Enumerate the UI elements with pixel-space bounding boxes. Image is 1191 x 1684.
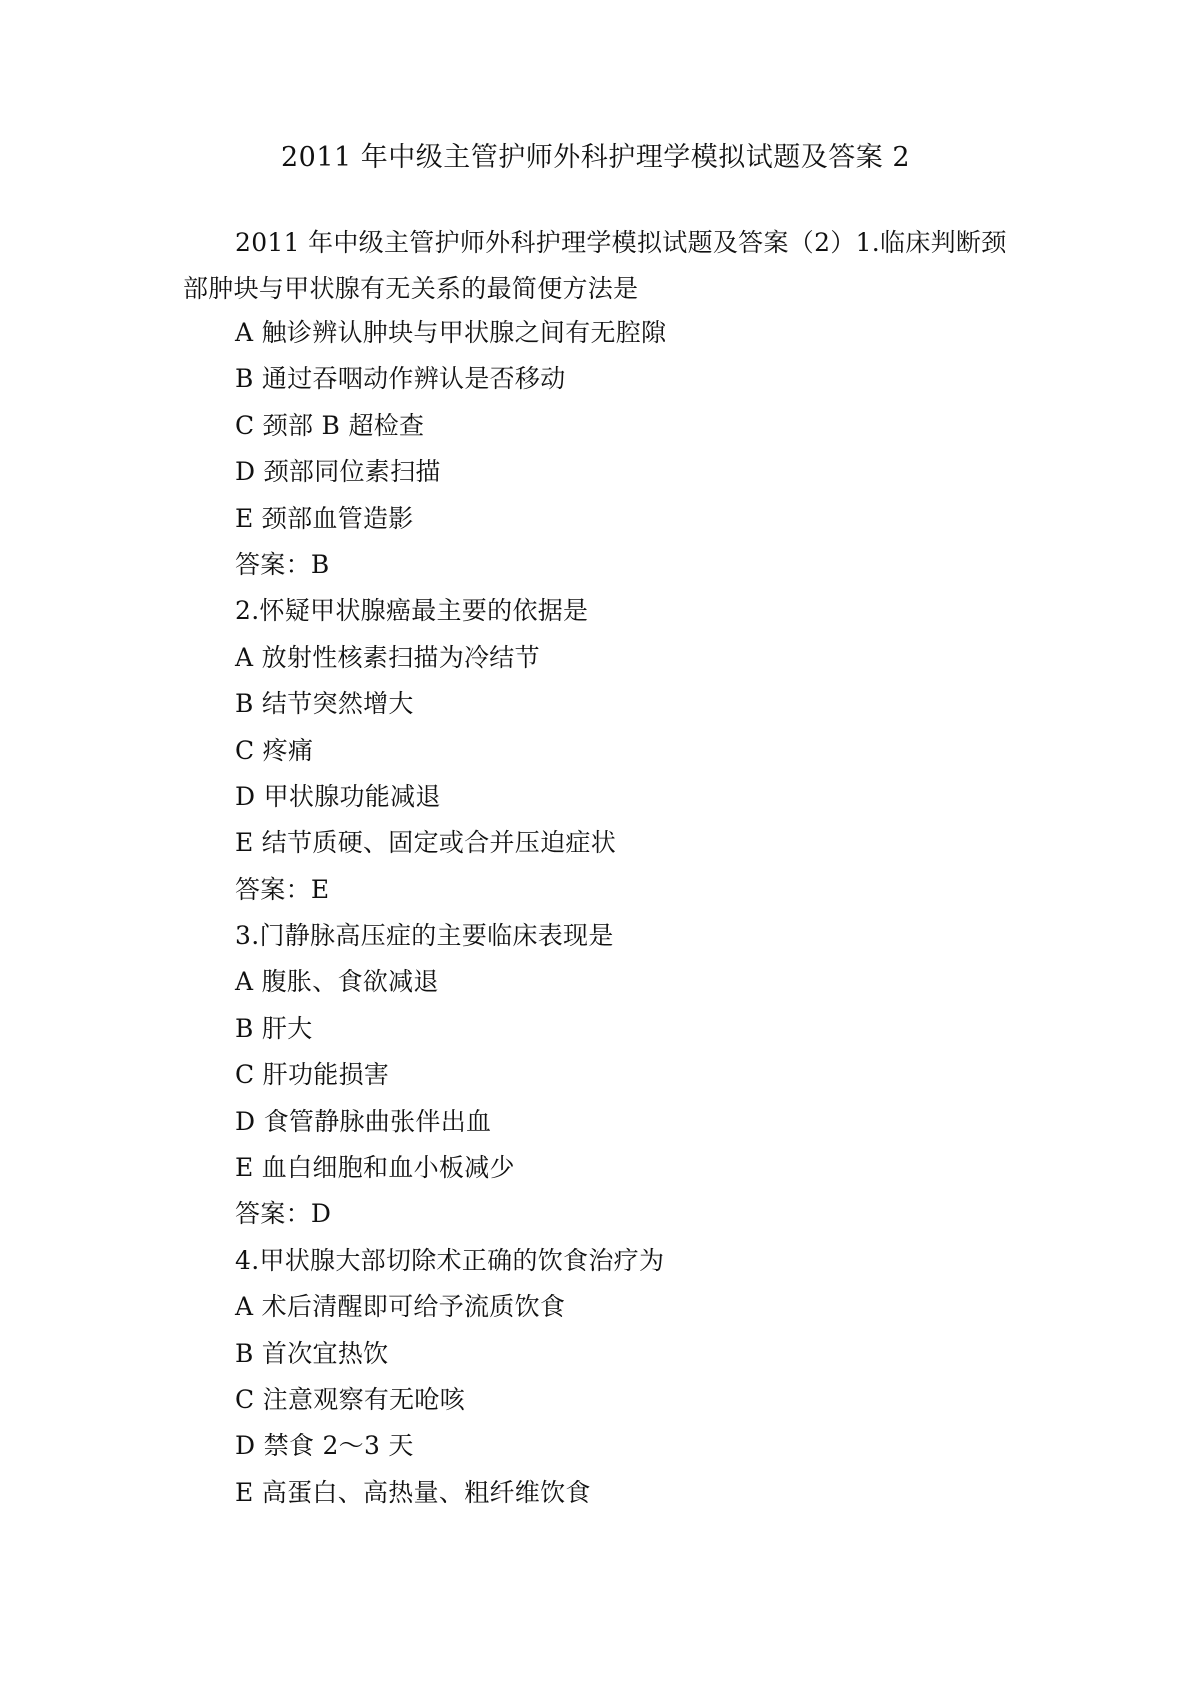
text-line: E 高蛋白、高热量、粗纤维饮食	[235, 1477, 591, 1507]
intro-paragraph: 2011 年中级主管护师外科护理学模拟试题及答案（2）1.临床判断颈部肿块与甲状腺有无关系的最简便方法是	[183, 228, 1007, 303]
question-line: 3.门静脉高压症的主要临床表现是	[235, 921, 614, 951]
text-line: E 结节质硬、固定或合并压迫症状	[235, 828, 616, 858]
text-line: B 肝大	[235, 1013, 313, 1043]
answer-line: 答案：E	[235, 874, 330, 904]
text-line: C 疼痛	[235, 735, 314, 765]
text-line: D 颈部同位素扫描	[235, 457, 441, 487]
question-line: 4.甲状腺大部切除术正确的饮食治疗为	[235, 1245, 665, 1275]
text-line: A 放射性核素扫描为冷结节	[235, 642, 540, 672]
text-line: C 颈部 B 超检查	[235, 410, 425, 440]
text-line: A 术后清醒即可给予流质饮食	[235, 1292, 566, 1322]
text-line: E 血白细胞和血小板减少	[235, 1153, 515, 1183]
text-line: C 注意观察有无呛咳	[235, 1384, 466, 1414]
text-line: A 腹胀、食欲减退	[235, 967, 439, 997]
text-line: C 肝功能损害	[235, 1060, 390, 1090]
text-line: D 食管静脉曲张伴出血	[235, 1106, 492, 1136]
question-lines	[235, 310, 666, 1516]
text-line: B 首次宜热饮	[235, 1338, 389, 1368]
answer-line: 答案：D	[235, 1199, 332, 1229]
text-line: D 禁食 2～3 天	[235, 1431, 414, 1461]
answer-line: 答案：B	[235, 549, 330, 579]
text-line: D 甲状腺功能减退	[235, 781, 441, 811]
text-line: B 结节突然增大	[235, 689, 414, 719]
document-title: 2011 年中级主管护师外科护理学模拟试题及答案 2	[280, 142, 911, 173]
text-line: A 触诊辨认肿块与甲状腺之间有无腔隙	[235, 318, 667, 347]
question-line: 2.怀疑甲状腺癌最主要的依据是	[235, 596, 589, 626]
text-line: B 通过吞咽动作辨认是否移动	[235, 364, 566, 394]
text-line: E 颈部血管造影	[235, 503, 414, 533]
